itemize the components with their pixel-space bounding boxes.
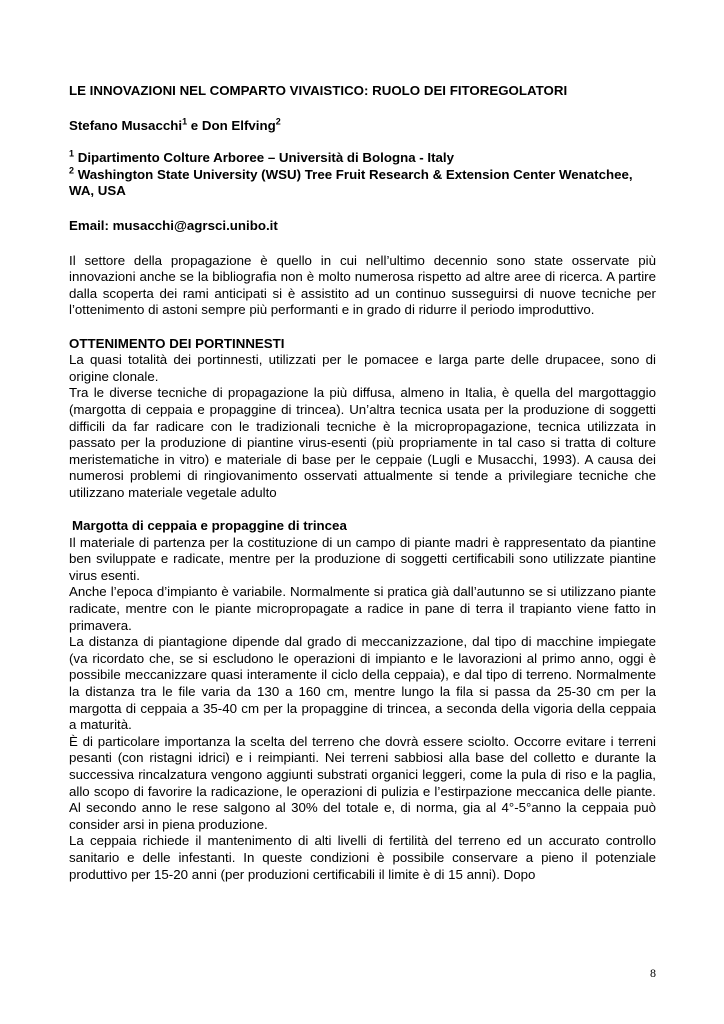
body-paragraph: La distanza di piantagione dipende dal grado di meccanizzazione, dal tipo di macchine impiegate (va ricordato che, se si escludono le operazioni di impianto e le lavorazioni al primo anno, oggi è possibile meccanizzare quasi interamente il ciclo della ceppaia), e dal tipo di terreno. Normalmente la distanza tra le file varia da 130 a 160 cm, mentre lungo la fila si passa da 25-30 cm per la margotta di ceppaia a 35-40 cm per la propaggine di trincea, a seconda della vigoria della ceppaia a maturità. (69, 634, 656, 733)
affiliation-text: Dipartimento Colture Arboree – Università di Bologna - Italy (74, 150, 455, 166)
author-line (69, 118, 656, 135)
affiliation-1 (69, 150, 656, 167)
body-paragraph: Anche l’epoca d’impianto è variabile. Normalmente si pratica già dall’autunno se si utilizzano piante radicate, mentre con le piante micropropagate a radice in pane di terra il trapianto viene fatto in primavera. (69, 584, 656, 633)
affiliation-2 (69, 167, 656, 200)
author-name-1: Stefano Musacchi (69, 117, 183, 133)
paper-title: LE INNOVAZIONI NEL COMPARTO VIVAISTICO: RUOLO DEI FITOREGOLATORI (69, 83, 568, 98)
body-paragraph: La quasi totalità dei portinnesti, utilizzati per le pomacee e larga parte delle drupacee, sono di origine clonale. (69, 352, 656, 384)
contact-email: Email: musacchi@agrsci.unibo.it (69, 217, 278, 233)
affiliation-number: 2 (69, 165, 75, 176)
spacer (69, 319, 656, 336)
section-heading-portinnesti: OTTENIMENTO DEI PORTINNESTI (69, 335, 285, 351)
author-affiliation-mark-1: 1 (182, 116, 188, 127)
body-paragraph: È di particolare importanza la scelta del terreno che dovrà essere sciolto. Occorre evitare i terreni pesanti (con ristagni idrici) e i reimpianti. Nei terreni sabbiosi alla base del colletto e durante la successiva rincalzatura vengono aggiunti substrati organici leggeri, come la pula di riso e la paglia, allo scopo di favorire la radicazione, le operazioni di pulizia e l’estirpazione meccanica delle piante. Al secondo anno le rese salgono al 30% del totale e, di norma, gia al 4°-5°anno la ceppaia può consider arsi in piena produzione. (69, 733, 656, 832)
body-paragraph: Il materiale di partenza per la costituzione di un campo di piante madri è rappresentato da piantine ben sviluppate e radicate, mentre per la produzione di soggetti certificabili sono utilizzate piantine virus esenti. (69, 534, 656, 583)
affiliation-number: 1 (69, 148, 75, 159)
affiliation-text: Washington State University (WSU) Tree Fruit Research & Extension Center Wenatchee, WA, USA (69, 166, 633, 199)
page-number: 8 (650, 966, 656, 980)
body-paragraph: Tra le diverse tecniche di propagazione la più diffusa, almeno in Italia, è quella del margottaggio (margotta di ceppaia e propaggine di trincea). Un’altra tecnica usata per la produzione di soggetti difficili da far radicare con le tradizionali tecniche è la micropropagazione, tecnica utilizzata in passato per la produzione di piantine virus-esenti (più propriamente in tal caso si tratta di colture meristematiche in vitro) e materiale di base per le ceppaie (Lugli e Musacchi, 1993). A causa dei numerosi problemi di ringiovanimento osservati attualmente si tende a privilegiare tecniche che utilizzano materiale vegetale adulto (69, 385, 656, 500)
spacer (69, 501, 656, 518)
author-joiner: e Don Elfving (187, 117, 276, 133)
subsection-heading-margotta: Margotta di ceppaia e propaggine di trincea (72, 518, 347, 534)
page-content (69, 83, 656, 883)
body-paragraph: La ceppaia richiede il mantenimento di alti livelli di fertilità del terreno ed un accurato controllo sanitario e delle infestanti. In queste condizioni è possibile conservare a pieno il potenziale produttivo per 15-20 anni (per produzioni certificabili il limite è di 15 anni). Dopo (69, 833, 656, 882)
intro-paragraph: Il settore della propagazione è quello in cui nell’ultimo decennio sono state osservate più innovazioni anche se la bibliografia non è molto numerosa rispetto ad altre aree di ricerca. A partire dalla scoperta dei rami anticipati si è assistito ad un continuo susseguirsi di nuove tecniche per l’ottenimento di astoni sempre più performanti e in grado di ridurre il periodo improduttivo. (69, 252, 656, 318)
author-affiliation-mark-2: 2 (275, 116, 281, 127)
